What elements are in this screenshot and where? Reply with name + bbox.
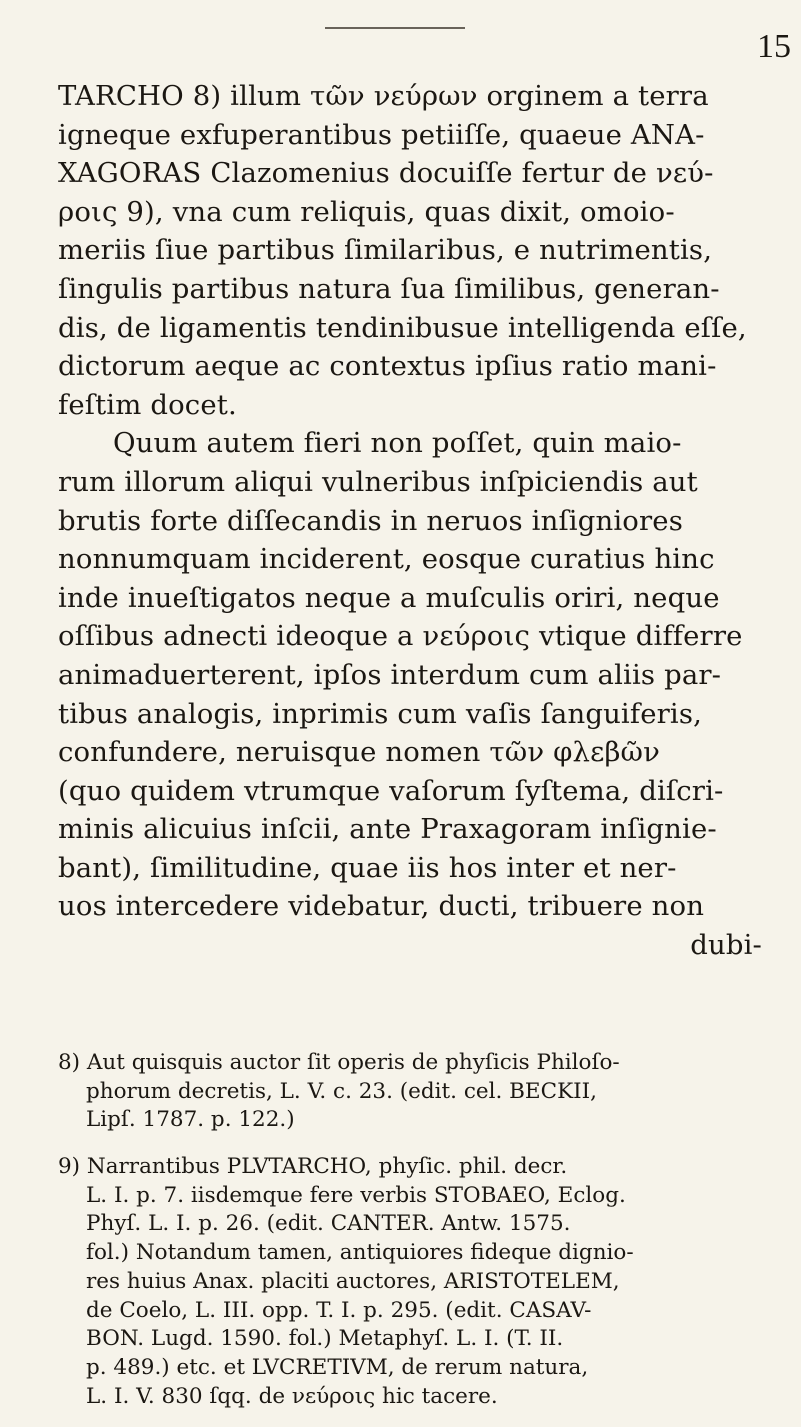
paragraph-start-line: Quum autem fieri non poſſet, quin maio- xyxy=(113,427,682,460)
text-line: meriis ſiue partibus ſimilaribus, e nutrimentis, xyxy=(58,234,713,267)
text-line: minis alicuius inſcii, ante Praxagoram inſignie- xyxy=(58,813,717,846)
text-line: (quo quidem vtrumque vaſorum ſyſtema, diſcri- xyxy=(58,774,724,807)
text-line: dis, de ligamentis tendinibusue intelligenda eſſe, xyxy=(58,311,747,344)
main-text xyxy=(58,77,762,965)
footnote-9-line: de Coelo, L. III. opp. T. I. p. 295. (edit. CASAV- xyxy=(86,1297,592,1323)
text-line: nonnumquam inciderent, eosque curatius hinc xyxy=(58,543,715,576)
page-number: 15 xyxy=(757,28,791,65)
footnote-9-line: BON. Lugd. 1590. fol.) Metaphyſ. L. I. (T. II. xyxy=(86,1326,564,1352)
text-line: rum illorum aliqui vulneribus inſpiciendis aut xyxy=(58,465,698,498)
footnote-8-line: Lipſ. 1787. p. 122.) xyxy=(86,1107,295,1133)
text-line: feſtim docet. xyxy=(58,388,237,421)
footnote-9-line: L. I. p. 7. iisdemque fere verbis STOBAEO, Eclog. xyxy=(86,1182,626,1208)
text-line: bant), ſimilitudine, quae iis hos inter et ner- xyxy=(58,851,677,884)
footnote-9-line: Phyſ. L. I. p. 26. (edit. CANTER. Antw. 1575. xyxy=(86,1211,571,1237)
footnotes xyxy=(58,1049,762,1411)
text-line: dictorum aeque ac contextus ipſius ratio mani- xyxy=(58,350,717,383)
text-line: oſſibus adnecti ideoque a νεύροις vtique differre xyxy=(58,620,743,653)
text-line: ροις 9), vna cum reliquis, quas dixit, omoio- xyxy=(58,195,675,228)
catchword: dubi- xyxy=(690,929,762,962)
footnote-9-line: 9) Narrantibus PLVTARCHO, phyſic. phil. decr. xyxy=(58,1154,568,1180)
text-line: confundere, neruisque nomen τῶν φλεβῶν xyxy=(58,736,660,769)
footnote-8-line: phorum decretis, L. V. c. 23. (edit. cel. BECKII, xyxy=(86,1078,597,1104)
text-line: brutis forte diſſecandis in neruos inſigniores xyxy=(58,504,683,537)
footnote-gap xyxy=(58,1135,762,1153)
text-line: TARCHO 8) illum τῶν νεύρων orginem a terra xyxy=(58,80,709,112)
text-line: inde inueſtigatos neque a muſculis oriri, neque xyxy=(58,581,720,614)
footnote-9-line: p. 489.) etc. et LVCRETIVM, de rerum natura, xyxy=(86,1354,589,1380)
footnote-9-line: L. I. V. 830 ſqq. de νεύροις hic tacere. xyxy=(86,1383,498,1409)
text-line: igneque exfuperantibus petiiſſe, quaeue ANA- xyxy=(58,118,705,151)
footnote-9-line: fol.) Notandum tamen, antiquiores fideque dignio- xyxy=(86,1240,634,1266)
text-line: XAGORAS Clazomenius docuiſſe fertur de νεύ- xyxy=(58,157,714,190)
text-line: ſingulis partibus natura ſua ſimilibus, generan- xyxy=(58,272,720,305)
text-line: animaduerterent, ipſos interdum cum aliis par- xyxy=(58,658,722,691)
text-line: tibus analogis, inprimis cum vaſis ſanguiferis, xyxy=(58,697,703,730)
footnote-9-line: res huius Anax. placiti auctores, ARISTOTELEM, xyxy=(86,1268,620,1294)
text-line: uos intercedere videbatur, ducti, tribuere non xyxy=(58,890,705,923)
footnote-8-line: 8) Aut quisquis auctor ſit operis de phyſicis Philoſo- xyxy=(58,1050,620,1075)
header-rule xyxy=(325,27,465,29)
